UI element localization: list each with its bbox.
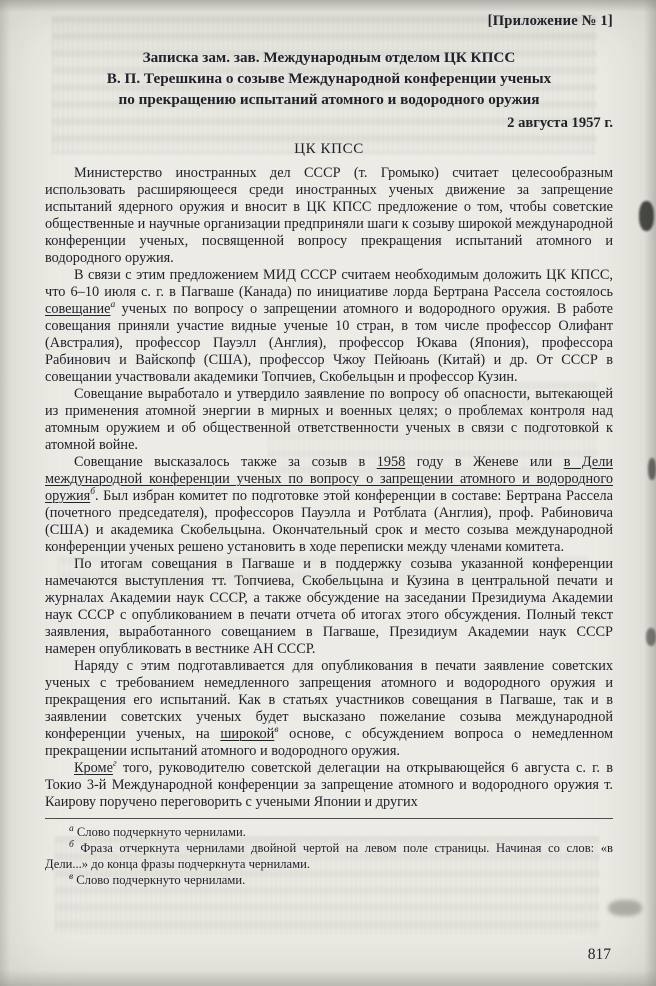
document-title [45,47,613,110]
underlined-text: Кроме [74,760,113,776]
underlined-text: широкой [220,726,275,742]
page-number: 817 [587,946,611,963]
paragraph [45,556,613,658]
document [45,13,613,888]
text-run: В связи с этим предложением МИД СССР считаем необходимым доложить ЦК КПСС, что 6–10 июля с. г. в Пагваше (Канада) по инициативе лорда Бертрана Рассела состоялось [45,267,613,300]
text-run: По итогам совещания в Пагваше и в поддержку созыва указанной конференции намечаются выступления тт. Топчиева, Скобельцына и Кузина в центральной печати и журналах Академии наук СССР, а также обсуждение на заседании Президиума Академии наук СССР с опубликованием в печати отчета об итогах этого обсуждения. Полный текст заявления, выработанного совещанием в Пагваше, Президиум Академии наук СССР намерен опубликовать в вестнике АН СССР. [45,556,613,657]
paragraph [45,165,613,267]
underlined-text: в Дели международной конференции ученых по вопросу о запрещении атомного и водородного оружия [45,454,613,504]
paragraph [45,386,613,454]
text-run: того, руководителю советской делегации на открывающейся 6 августа с. г. в Токио 3-й Международной конференции за запрещение атомного и водородного оружия т. Каирову поручено переговорить с учеными Японии и других [45,760,613,810]
paragraph [45,658,613,760]
footnote-marker: а [69,823,74,834]
text-run: Министерство иностранных дел СССР (т. Громыко) считает целесообразным использовать расширяющееся среди иностранных ученых движение за запрещение испытаний ядерного оружия и вносит в ЦК КПСС предложение о том, чтобы советские общественные и научные организации предприняли шаги к созыву широкой международной конференции ученых, посвященной вопросу прекращения испытаний атомного и водородного оружия. [45,165,613,266]
underlined-text: 1958 [376,454,406,470]
addressee: ЦК КПСС [294,141,364,157]
footnote [45,840,613,872]
paragraph [45,454,613,556]
document-date: 2 августа 1957 г. [507,115,613,131]
footnote-text: Фраза отчеркнута чернилами двойной чертой на левом поле страницы. Начиная со слов: «в Дели...» до конца фразы подчеркнута чернилами. [45,841,613,871]
paragraph [45,760,613,811]
footnote-marker: а [110,300,116,311]
paragraph [45,267,613,386]
footnote-marker: в [69,871,74,882]
text-run: году в Женеве или [405,454,564,470]
document-body [45,165,613,811]
scan-artifact [639,201,654,231]
title-line: по прекращению испытаний атомного и водородного оружия [118,91,540,108]
text-run: основе, с обсуждением вопроса о немедленном прекращении испытаний атомного и водородного оружия. [45,726,613,759]
footnote-marker: в [274,725,279,736]
underlined-text: совещание [45,301,111,317]
footnote-marker: б [90,487,95,498]
footnotes [45,818,613,888]
text-run: ученых по вопросу о запрещении атомного и водородного оружия. В работе совещания приняли участие видные ученые 10 стран, в том числе профессор Олифант (Австралия), профессор Пауэлл (Англия), профессор Юкава (Япония), профессора Рабинович и Вайскопф (США), профессор Чжоу Пейюань (Китай) и др. От СССР в совещании участвовали академики Топчиев, Скобельцын и профессор Кузин. [45,301,613,385]
text-run: . Был избран комитет по подготовке этой конференции в составе: Бертрана Рассела (почетного председателя), профессоров Пауэлла и Ротблата (Англия), проф. Рабиновича (США) и академика Скобельцына. Окончательный срок и место созыва международной конференции ученых решено установить в ходе переписки между членами комитета. [45,488,613,555]
footnote-marker: г [112,759,117,770]
text-run: Совещание высказалось также за созыв в [74,454,377,470]
footnote [45,872,613,888]
footnote-text: Слово подчеркнуто чернилами. [73,825,246,839]
footnote-marker: б [69,839,74,850]
title-line: Записка зам. зав. Международным отделом ЦК КПСС [142,49,516,66]
text-run: Совещание выработало и утвердило заявление по вопросу об опасности, вытекающей из применения атомной энергии в мирных и военных целях; о проблемах контроля над атомным оружием и об общественной ответственности ученых в связи с подготовкой к атомной войне. [45,386,613,453]
appendix-label: [Приложение № 1] [487,13,613,29]
scan-artifact [608,900,642,916]
title-line: В. П. Терешкина о созыве Международной конференции ученых [106,70,552,87]
footnote-text: Слово подчеркнуто чернилами. [73,873,246,887]
text-run: Наряду с этим подготавливается для опубликования в печати заявление советских ученых с требованием немедленного запрещения атомного и водородного оружия и прекращения его испытаний. Как в статьях участников совещания в Пагваше, так и в заявлении советских ученых будет высказано пожелание созыва международной конференции ученых, на [45,658,613,742]
footnote [45,824,613,840]
scan-artifact [648,458,656,480]
scan-artifact [646,628,656,646]
